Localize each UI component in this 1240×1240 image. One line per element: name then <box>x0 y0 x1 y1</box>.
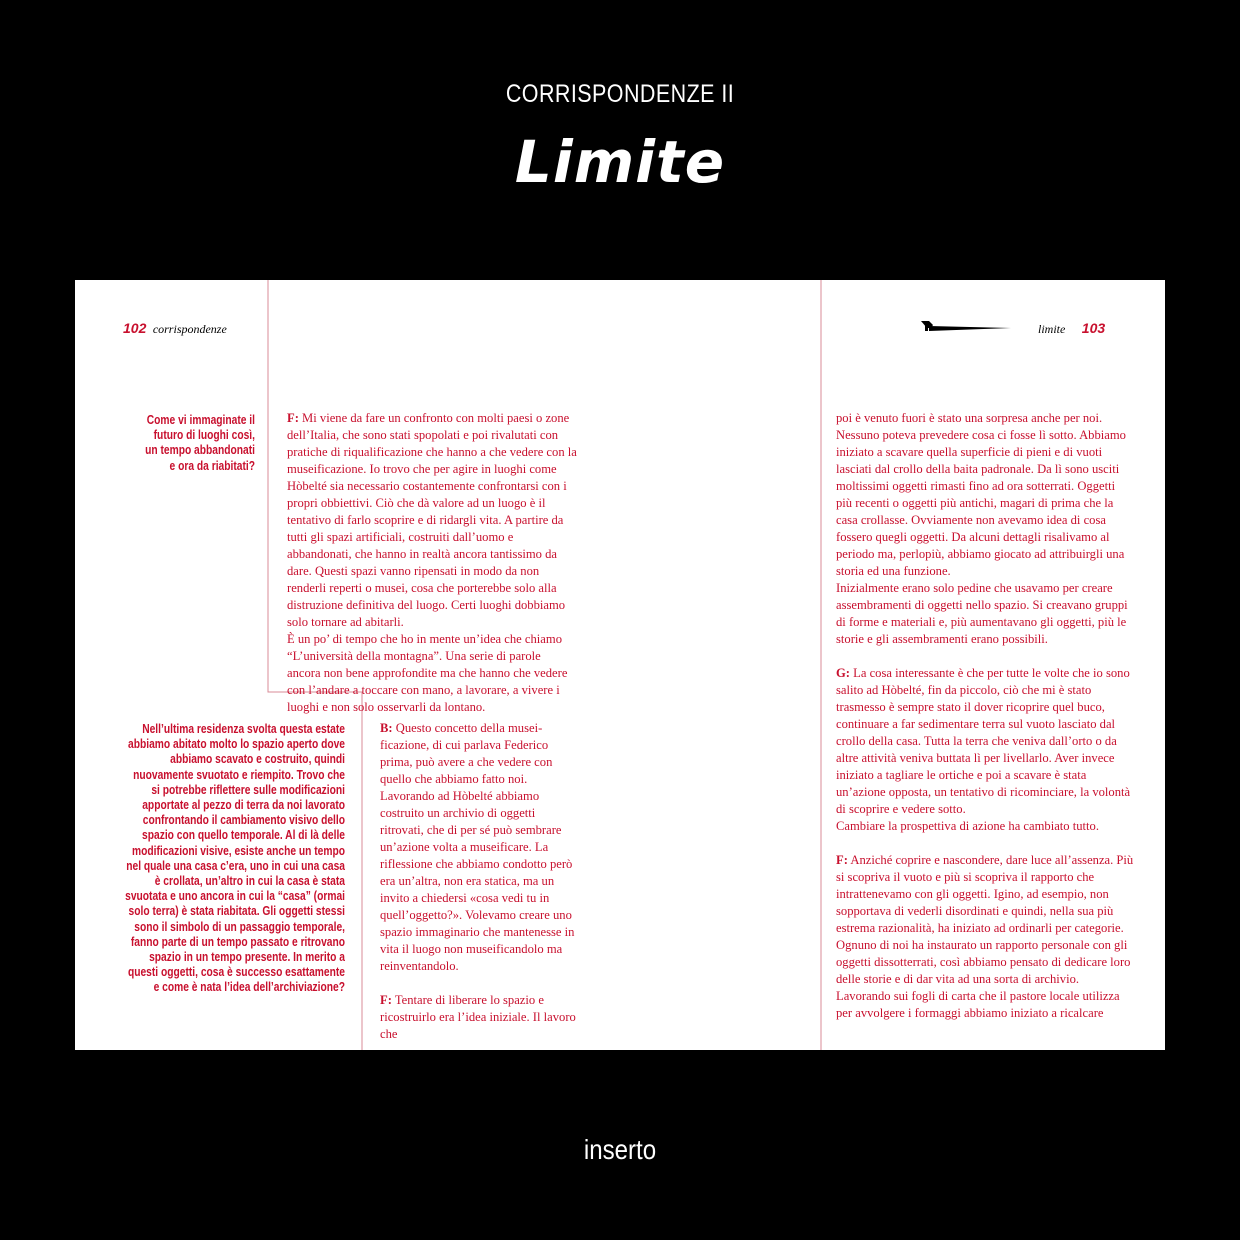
speaker-f-3: F: <box>836 853 848 867</box>
speaker-g: G: <box>836 666 850 680</box>
right-page-number: 103 <box>1081 320 1106 336</box>
left-running-head: corrispondenze <box>152 322 227 336</box>
answer-1-text: Mi viene da fare un confronto con molti paesi o zone dell’Italia, che sono stati spopolati e poi rivalutati con pratiche di riqualificazione che hanno a che vedere con la museificazione. Io trovo che per agire in luoghi come Hòbelté sia necessario costantemente confrontarsi con i propri obbiettivi. Ciò che dà valore ad un luogo è il tentativo di farlo scoprire e di ridargli vita. A partire da tutti gli spazi artificiali, costruiti dall’uomo e abbandonati, che hanno in realtà ancora tantissimo da dare. Questi spazi vanno ripensati in modo da non renderli reperti o musei, cosa che porterebbe solo alla distruzione definitiva del luogo. Certi luoghi dobbiamo solo tornare ad abitarli. <box>287 411 577 629</box>
speaker-f-2: F: <box>380 993 392 1007</box>
right-para-2: Inizialmente erano solo pedine che usavamo per creare assembramenti di oggetti nello spazio. Si creavano gruppi di forme e materiali e, più aumentavano gli oggetti, più le storie e gli assembramenti erano possibili. <box>836 581 1128 646</box>
answer-3-text: Tentare di liberare lo spazio e ricostruirlo era l’idea iniziale. Il lavoro che <box>380 993 576 1041</box>
answer-1-block <box>287 410 577 716</box>
left-folio <box>123 320 227 338</box>
magazine-spread <box>75 280 1165 1050</box>
answer-1-text-2: È un po’ di tempo che ho in mente un’idea che chiamo “L’università della montagna”. Una serie di parole ancora non bene approfondite ma che hanno che vedere con l’andare a toccare con mano, a lavorare, a vivere i luoghi e non solo osservarli da lontano. <box>287 632 568 714</box>
answer-2-text: Questo concetto della museificazione, di cui parlava Federico prima, può avere a che vedere con quello che abbiamo fatto noi. Lavorando ad Hòbelté abbiamo costruito un archivio di oggetti ritrovati, che di per sé può sembrare un’azione volta a museificare. La riflessione che abbiamo condotto però era un’altra, non era statica, ma un invito a chiedersi «cosa vedi tu in quell’oggetto?». Volevamo creare uno spazio immaginario che mantenesse in vita il luogo non museificandolo ma reinventandolo. <box>380 721 575 973</box>
header-title-logo: Limite <box>514 128 726 196</box>
answer-2-block <box>380 720 576 1043</box>
right-running-head: limite <box>1038 322 1066 336</box>
answer-g-text: La cosa interessante è che per tutte le volte che io sono salito ad Hòbelté, fin da piccolo, ciò che mi è stato trasmesso è sempre stato il dover ricoprire quel buco, continuare a far sedimentare terra sul vuoto lasciato dal crollo della casa. Tutta la terra che veniva dall’orto o da altre attività veniva buttata lì per livellarlo. Aver invece iniziato a tagliare le ortiche e poi a scavare è stata un’azione opposta, un tentativo di ricominciare, la volontà di scoprire e vedere sotto. <box>836 666 1131 816</box>
knife-icon <box>921 317 1013 342</box>
footer-label: inserto <box>583 1134 657 1165</box>
header-subtitle: CORRISPONDENZE II <box>505 80 735 108</box>
answer-f-text: Anziché coprire e nascondere, dare luce all’assenza. Più si scopriva il vuoto e più si scopriva il rapporto che intrattenevamo con gli oggetti. Igino, ad esempio, non sopportava di vederli disordinati e quindi, nella sua più estrema razionalità, ha iniziato ad ordinarli per categorie. Ognuno di noi ha instaurato un rapporto personale con gli oggetti dissotterrati, così abbiamo pensato di dedicare loro delle storie e di dar vita ad una sorta di archivio. Lavorando sui fogli di carta che il pastore locale utilizza per avvolgere i formaggi abbiamo iniziato a ricalcare <box>836 853 1134 1020</box>
question-1: Come vi immaginate il futuro di luoghi così, un tempo abbandonati e ora da riabitati? <box>145 413 255 473</box>
right-column <box>836 410 1134 1022</box>
question-2: Nell’ultima residenza svolta questa estate abbiamo abitato molto lo spazio aperto dove abbiamo scavato e costruito, quindi nuovamente svuotato e riempito. Trovo che si potrebbe riflettere sulle modificazioni apportate al pezzo di terra da noi lavorato confrontando il cambiamento visivo dello spazio con quello temporale. Al di là delle modificazioni visive, esiste anche un tempo nel quale una casa c’era, uno in cui una casa è crollata, un’altro in cui la casa è stata svuotata e uno ancora in cui la “casa” (ormai solo terra) è stata riabitata. Gli oggetti stessi sono il simbolo di un passaggio temporale, fanno parte di un tempo passato e ritrovano spazio in un tempo presente. In merito a questi oggetti, cosa è successo esattamente e come è nata l’idea dell’archiviazione? <box>125 722 345 995</box>
right-para-1: poi è venuto fuori è stato una sorpresa anche per noi. Nessuno poteva prevedere cosa ci fosse lì sotto. Abbiamo iniziato a scavare quella superficie di pieni e di vuoti lasciati dal crollo della baita padronale. Da lì sono usciti moltissimi oggetti rimasti fino ad ora sotterrati. Oggetti più recenti o oggetti più antichi, magari di prima che la casa crollasse. Ovviamente non avevamo idea di cosa fossero quegli oggetti. Da alcuni dettagli risalivamo al periodo ma, perlopiù, abbiamo giocato ad attribuirgli una storia ed una funzione. <box>836 411 1126 578</box>
speaker-b: B: <box>380 721 393 735</box>
speaker-f: F: <box>287 411 299 425</box>
answer-g-text-2: Cambiare la prospettiva di azione ha cambiato tutto. <box>836 819 1099 833</box>
left-page-number: 102 <box>123 320 147 336</box>
right-folio <box>1038 320 1105 338</box>
